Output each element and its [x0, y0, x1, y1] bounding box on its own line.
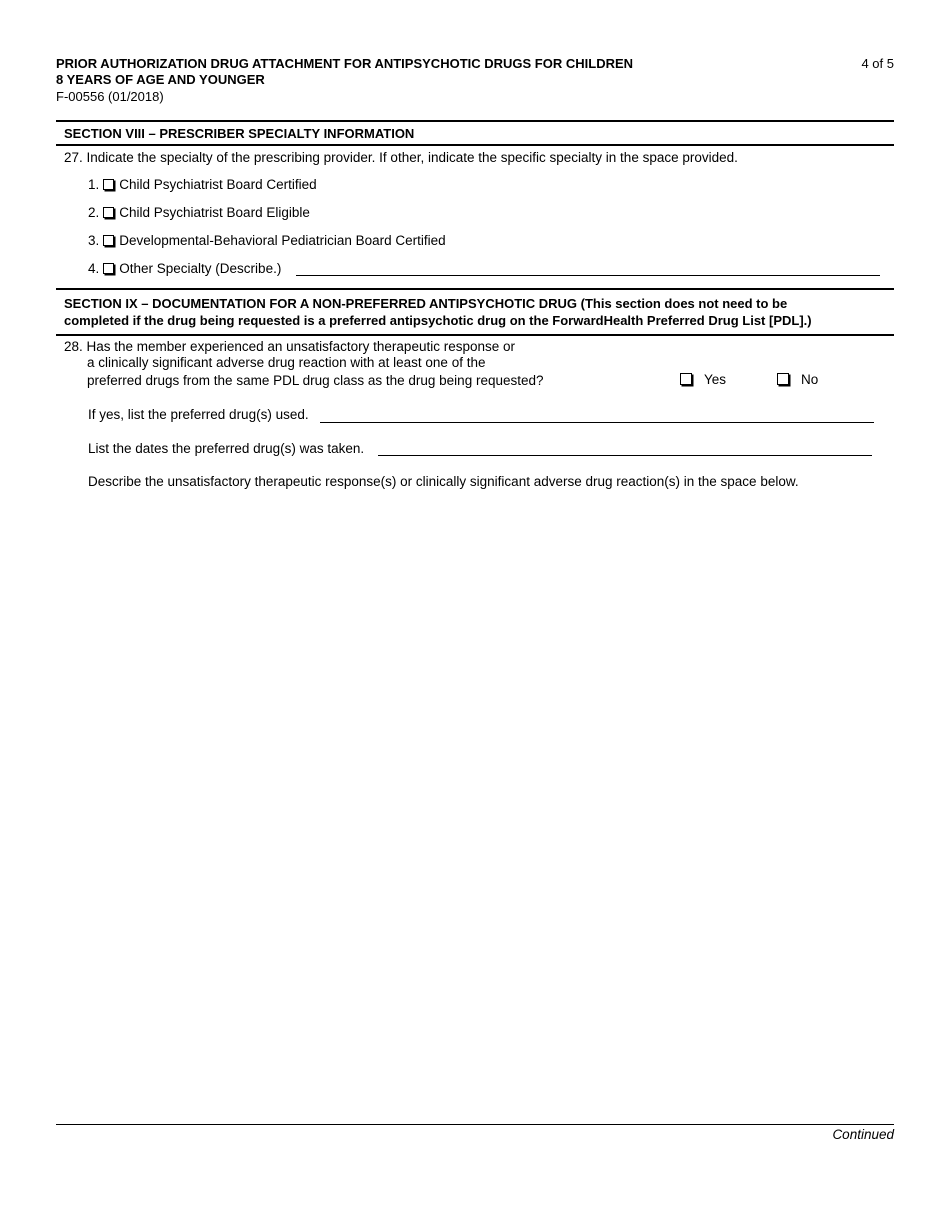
specialty-option-4[interactable]	[88, 261, 281, 276]
page-indicator: 4 of 5	[861, 56, 894, 71]
checkbox-icon[interactable]	[103, 263, 114, 274]
option-label: Developmental-Behavioral Pediatrician Board Certified	[119, 233, 446, 248]
yes-option[interactable]	[676, 372, 726, 387]
option-number: 4.	[88, 261, 100, 276]
question-28-line2: a clinically significant adverse drug reaction with at least one of the	[87, 355, 486, 370]
checkbox-icon[interactable]	[103, 235, 114, 246]
question-28-line1: 28. Has the member experienced an unsatisfactory therapeutic response or	[64, 339, 515, 354]
option-label: Other Specialty (Describe.)	[119, 261, 282, 276]
description-textarea[interactable]	[56, 500, 894, 1115]
describe-label: Describe the unsatisfactory therapeutic response(s) or clinically significant adverse drug reaction(s) in the space below.	[88, 474, 799, 489]
preferred-drugs-input-line[interactable]	[320, 422, 874, 423]
option-number: 3.	[88, 233, 100, 248]
footer-rule	[56, 1124, 894, 1125]
if-yes-label: If yes, list the preferred drug(s) used.	[88, 407, 309, 422]
specialty-option-3[interactable]	[88, 233, 446, 248]
other-specialty-input-line[interactable]	[296, 275, 880, 276]
section9-top-rule	[56, 288, 894, 290]
form-title-line2: 8 YEARS OF AGE AND YOUNGER	[56, 72, 265, 87]
checkbox-icon[interactable]	[103, 207, 114, 218]
checkbox-icon[interactable]	[777, 373, 789, 385]
form-number: F-00556 (01/2018)	[56, 89, 164, 104]
continued-label: Continued	[832, 1127, 894, 1142]
section9-heading-line2: completed if the drug being requested is a preferred antipsychotic drug on the ForwardHealth Preferred Drug List [PDL].)	[64, 313, 812, 328]
option-number: 1.	[88, 177, 100, 192]
section9-bottom-rule	[56, 334, 894, 336]
form-title-line1: PRIOR AUTHORIZATION DRUG ATTACHMENT FOR ANTIPSYCHOTIC DRUGS FOR CHILDREN	[56, 56, 634, 71]
dates-label: List the dates the preferred drug(s) was taken.	[88, 441, 365, 456]
option-number: 2.	[88, 205, 100, 220]
no-option[interactable]	[773, 372, 818, 387]
option-label: Child Psychiatrist Board Eligible	[119, 205, 310, 220]
specialty-option-2[interactable]	[88, 205, 310, 220]
question-28-line3: preferred drugs from the same PDL drug class as the drug being requested?	[87, 373, 544, 388]
section8-top-rule	[56, 120, 894, 122]
dates-input-line[interactable]	[378, 455, 872, 456]
section8-heading: SECTION VIII – PRESCRIBER SPECIALTY INFORMATION	[64, 126, 415, 141]
section9-heading-line1: SECTION IX – DOCUMENTATION FOR A NON-PREFERRED ANTIPSYCHOTIC DRUG (This section does not need to be	[64, 296, 788, 311]
specialty-option-1[interactable]	[88, 177, 317, 192]
yes-label: Yes	[704, 372, 727, 387]
section8-bottom-rule	[56, 144, 894, 146]
checkbox-icon[interactable]	[680, 373, 692, 385]
question-27: 27. Indicate the specialty of the prescribing provider. If other, indicate the specific specialty in the space provided.	[64, 150, 738, 165]
checkbox-icon[interactable]	[103, 179, 114, 190]
no-label: No	[801, 372, 819, 387]
option-label: Child Psychiatrist Board Certified	[119, 177, 317, 192]
